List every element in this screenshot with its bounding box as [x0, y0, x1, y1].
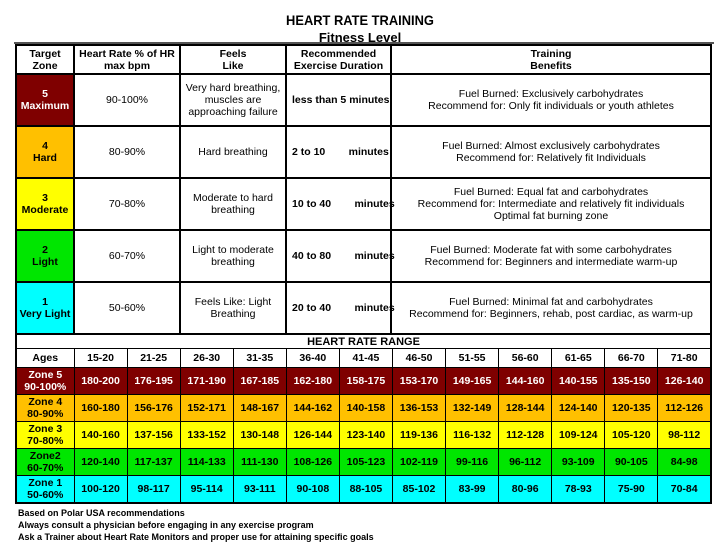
range-value: 84-98: [658, 449, 711, 476]
range-zone-pct: 90-100%: [24, 381, 67, 393]
range-value: 144-162: [286, 395, 339, 422]
range-value: 96-112: [499, 449, 552, 476]
zone-feels-like: [180, 178, 286, 230]
range-value: 78-93: [552, 476, 605, 504]
range-value: 119-136: [392, 422, 445, 449]
range-value: 120-135: [605, 395, 658, 422]
range-value: 100-120: [74, 476, 127, 504]
range-zone-name: Zone 1: [28, 477, 63, 489]
benefit-line: Recommend for: Intermediate and relatively fit individuals: [417, 198, 685, 210]
fitness-level-heading: Fitness Level: [318, 30, 402, 45]
feels-line: breathing: [211, 256, 255, 268]
range-value: 114-133: [180, 449, 233, 476]
range-value: 126-144: [286, 422, 339, 449]
zone-table-header: [16, 45, 711, 74]
footnotes: [18, 507, 374, 543]
range-value: 123-140: [339, 422, 392, 449]
zone-number: 5: [42, 88, 48, 100]
zone-table: [15, 44, 712, 335]
zone-label: [16, 74, 74, 126]
footnote: Ask a Trainer about Heart Rate Monitors and proper use for attaining specific goals: [18, 532, 374, 542]
range-value: 149-165: [446, 368, 499, 395]
zone-feels-like: [180, 74, 286, 126]
age-range-header: 61-65: [552, 349, 605, 368]
range-zone-name: Zone 4: [28, 396, 63, 408]
range-value: 136-153: [392, 395, 445, 422]
heart-rate-range-table: [15, 333, 712, 504]
range-value: 130-148: [233, 422, 286, 449]
range-zone-pct: 60-70%: [27, 462, 64, 474]
benefit-line: Fuel Burned: Moderate fat with some carbohydrates: [430, 244, 672, 256]
range-row: [16, 368, 711, 395]
zone-number: 4: [42, 140, 48, 152]
range-value: 148-167: [233, 395, 286, 422]
feels-line: approaching failure: [188, 106, 278, 118]
range-value: 144-160: [499, 368, 552, 395]
zone-benefits: [391, 126, 711, 178]
range-value: 105-120: [605, 422, 658, 449]
zone-name: Moderate: [21, 204, 69, 216]
feels-line: muscles are: [204, 94, 262, 106]
header-target-zone: Target Zone: [16, 45, 74, 74]
range-value: 120-140: [74, 449, 127, 476]
zone-row: [16, 282, 711, 334]
range-zone-label: [16, 422, 74, 449]
benefit-line: Recommend for: Only fit individuals or youth athletes: [428, 100, 674, 112]
range-value: 83-99: [446, 476, 499, 504]
range-row: [16, 449, 711, 476]
zone-number: 2: [42, 244, 48, 256]
range-row: [16, 395, 711, 422]
range-value: 180-200: [74, 368, 127, 395]
range-value: 135-150: [605, 368, 658, 395]
range-value: 93-111: [233, 476, 286, 504]
range-value: 124-140: [552, 395, 605, 422]
range-value: 156-176: [127, 395, 180, 422]
range-value: 85-102: [392, 476, 445, 504]
range-value: 158-175: [339, 368, 392, 395]
benefit-line: Recommend for: Beginners, rehab, post cardiac, as warm-up: [409, 308, 693, 320]
range-value: 105-123: [339, 449, 392, 476]
range-value: 98-117: [127, 476, 180, 504]
range-zone-label: [16, 449, 74, 476]
range-row: [16, 476, 711, 504]
range-zone-label: [16, 395, 74, 422]
zone-hr-percent: 50-60%: [74, 282, 180, 334]
range-value: 88-105: [339, 476, 392, 504]
range-value: 95-114: [180, 476, 233, 504]
zone-number: 1: [42, 296, 48, 308]
zone-duration: 40 to 80 minutes: [286, 230, 391, 282]
range-value: 109-124: [552, 422, 605, 449]
range-value: 140-158: [339, 395, 392, 422]
zone-hr-percent: 80-90%: [74, 126, 180, 178]
feels-line: Hard breathing: [198, 146, 268, 158]
range-row: [16, 422, 711, 449]
zone-hr-percent: 70-80%: [74, 178, 180, 230]
feels-line: Very hard breathing,: [185, 82, 281, 94]
age-range-header: 71-80: [658, 349, 711, 368]
zone-benefits: [391, 282, 711, 334]
ages-label: Ages: [16, 349, 74, 368]
page-title: HEART RATE TRAINING: [286, 12, 434, 28]
footnote: Based on Polar USA recommendations: [18, 508, 185, 518]
range-value: 70-84: [658, 476, 711, 504]
age-range-header: 56-60: [499, 349, 552, 368]
range-zone-label: [16, 368, 74, 395]
range-value: 176-195: [127, 368, 180, 395]
zone-feels-like: [180, 126, 286, 178]
range-value: 140-160: [74, 422, 127, 449]
zone-label: [16, 230, 74, 282]
zone-hr-percent: 60-70%: [74, 230, 180, 282]
range-value: 75-90: [605, 476, 658, 504]
range-zone-name: Zone2: [29, 450, 61, 462]
feels-line: Feels Like: Light: [194, 296, 272, 308]
feels-line: Moderate to hard: [193, 192, 273, 204]
range-title: HEART RATE RANGE: [16, 334, 711, 349]
benefit-line: Fuel Burned: Equal fat and carbohydrates: [453, 186, 649, 198]
range-value: 133-152: [180, 422, 233, 449]
range-zone-pct: 70-80%: [27, 435, 64, 447]
benefit-line: Fuel Burned: Minimal fat and carbohydrates: [449, 296, 653, 308]
zone-row: [16, 126, 711, 178]
zone-duration: less than 5 minutes: [286, 74, 391, 126]
range-value: 90-108: [286, 476, 339, 504]
zone-name: Maximum: [20, 100, 70, 112]
range-value: 162-180: [286, 368, 339, 395]
zone-name: Light: [32, 256, 58, 268]
zone-label: [16, 282, 74, 334]
age-range-header: 41-45: [339, 349, 392, 368]
feels-line: Breathing: [210, 308, 256, 320]
range-value: 126-140: [658, 368, 711, 395]
zone-benefits: [391, 230, 711, 282]
zone-benefits: [391, 74, 711, 126]
range-value: 153-170: [392, 368, 445, 395]
age-range-header: 26-30: [180, 349, 233, 368]
header-benefits: Training Benefits: [391, 45, 711, 74]
benefit-line: Fuel Burned: Almost exclusively carbohydrates: [442, 140, 660, 152]
range-value: 140-155: [552, 368, 605, 395]
zone-row: [16, 178, 711, 230]
zone-duration: 20 to 40 minutes: [286, 282, 391, 334]
feels-line: breathing: [211, 204, 255, 216]
benefit-line: Optimal fat burning zone: [493, 210, 609, 222]
zone-row: [16, 74, 711, 126]
range-value: 93-109: [552, 449, 605, 476]
zone-duration: 2 to 10 minutes: [286, 126, 391, 178]
range-value: 116-132: [446, 422, 499, 449]
range-value: 102-119: [392, 449, 445, 476]
range-value: 108-126: [286, 449, 339, 476]
footnote: Always consult a physician before engaging in any exercise program: [18, 520, 314, 530]
range-value: 112-128: [499, 422, 552, 449]
benefit-line: Fuel Burned: Exclusively carbohydrates: [458, 88, 644, 100]
age-range-header: 51-55: [446, 349, 499, 368]
range-value: 167-185: [233, 368, 286, 395]
header-heart-rate: Heart Rate % of HR max bpm: [74, 45, 180, 74]
zone-label: [16, 178, 74, 230]
range-value: 171-190: [180, 368, 233, 395]
age-range-header: 31-35: [233, 349, 286, 368]
benefit-line: Recommend for: Relatively fit Individuals: [456, 152, 646, 164]
zone-name: Very Light: [19, 308, 71, 320]
range-zone-name: Zone 5: [28, 369, 63, 381]
range-value: 80-96: [499, 476, 552, 504]
range-value: 90-105: [605, 449, 658, 476]
age-range-header: 15-20: [74, 349, 127, 368]
zone-feels-like: [180, 282, 286, 334]
age-range-header: 36-40: [286, 349, 339, 368]
range-zone-pct: 50-60%: [27, 489, 64, 501]
range-value: 117-137: [127, 449, 180, 476]
zone-label: [16, 126, 74, 178]
zone-number: 3: [42, 192, 48, 204]
header-feels-like: Feels Like: [180, 45, 286, 74]
range-value: 112-126: [658, 395, 711, 422]
range-value: 111-130: [233, 449, 286, 476]
range-value: 152-171: [180, 395, 233, 422]
age-range-header: 46-50: [392, 349, 445, 368]
zone-name: Hard: [33, 152, 57, 164]
range-value: 132-149: [446, 395, 499, 422]
range-value: 99-116: [446, 449, 499, 476]
zone-row: [16, 230, 711, 282]
range-value: 128-144: [499, 395, 552, 422]
range-value: 160-180: [74, 395, 127, 422]
zone-benefits: [391, 178, 711, 230]
benefit-line: Recommend for: Beginners and intermediate warm-up: [424, 256, 678, 268]
age-range-header: 66-70: [605, 349, 658, 368]
zone-hr-percent: 90-100%: [74, 74, 180, 126]
range-zone-name: Zone 3: [28, 423, 63, 435]
feels-line: Light to moderate: [192, 244, 274, 256]
range-value: 98-112: [658, 422, 711, 449]
zone-feels-like: [180, 230, 286, 282]
ages-row: [16, 349, 711, 368]
range-value: 137-156: [127, 422, 180, 449]
age-range-header: 21-25: [127, 349, 180, 368]
header-duration: Recommended Exercise Duration: [286, 45, 391, 74]
range-zone-pct: 80-90%: [27, 408, 64, 420]
zone-duration: 10 to 40 minutes: [286, 178, 391, 230]
range-zone-label: [16, 476, 74, 504]
